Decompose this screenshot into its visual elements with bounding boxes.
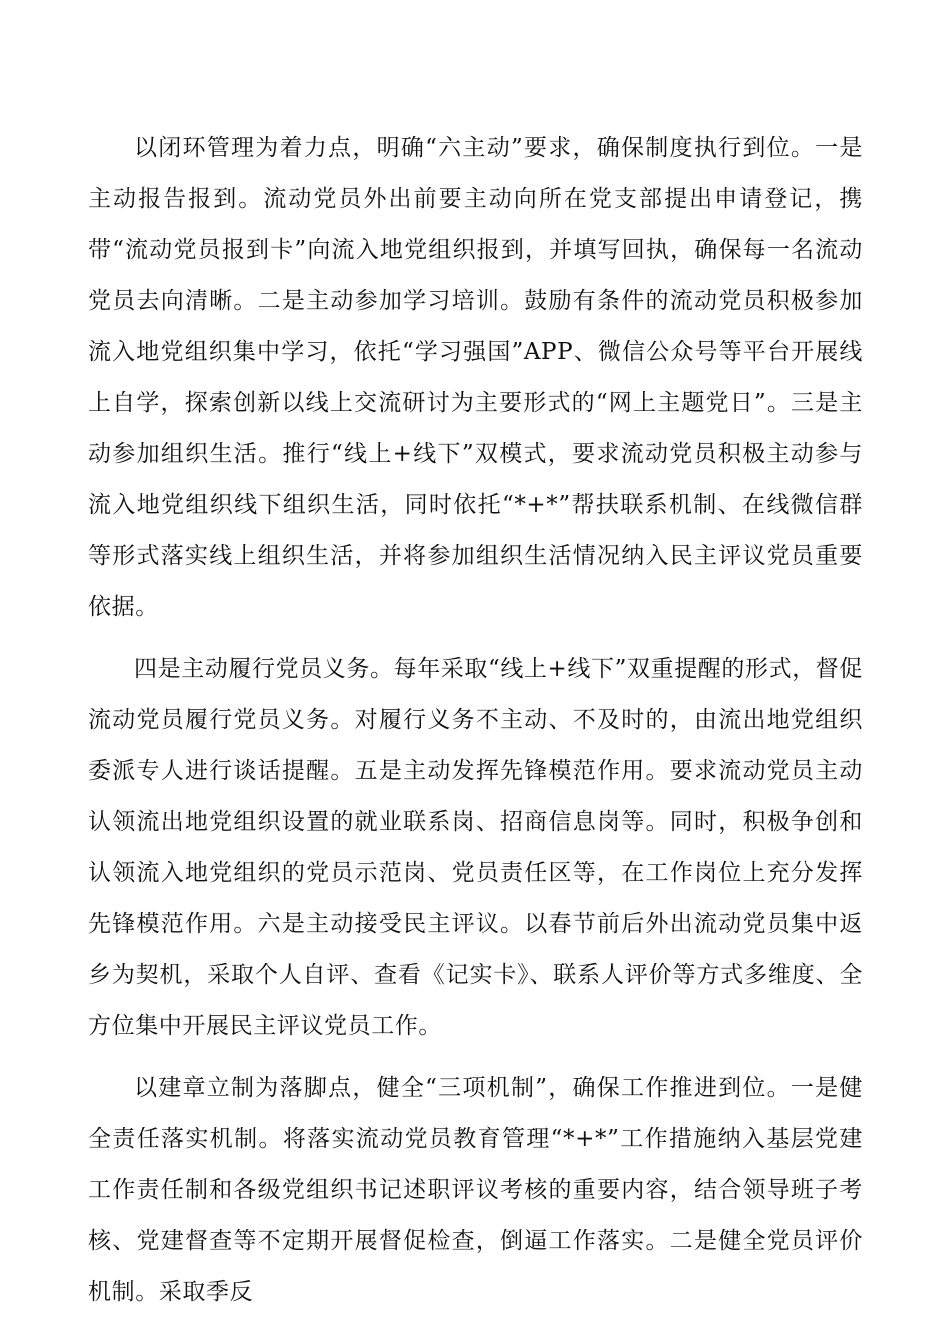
paragraph-three-mechanisms: 以建章立制为落脚点，健全“三项机制”，确保工作推进到位。一是健全责任落实机制。将落实流动党员教育管理“*+*”工作措施纳入基层党建工作责任制和各级党组织书记述职评议考核的重要内容，结合领导班子考核、党建督查等不定期开展督促检查，倒逼工作落实。二是健全党员评价机制。采取季反 <box>88 1075 863 1305</box>
paragraph-party-duties: 四是主动履行党员义务。每年采取“线上+线下”双重提醒的形式，督促流动党员履行党员义务。对履行义务不主动、不及时的，由流出地党组织委派专人进行谈话提醒。五是主动发挥先锋模范作用。要求流动党员主动认领流出地党组织设置的就业联系岗、招商信息岗等。同时，积极争创和认领流入地党组织的党员示范岗、党员责任区等，在工作岗位上充分发挥先锋模范作用。六是主动接受民主评议。以春节前后外出流动党员集中返乡为契机，采取个人自评、查看《记实卡》、联系人评价等方式多维度、全方位集中开展民主评议党员工作。 <box>88 656 863 1039</box>
document-body <box>88 123 863 1318</box>
paragraph-six-initiatives: 以闭环管理为着力点，明确“六主动”要求，确保制度执行到位。一是主动报告报到。流动党员外出前要主动向所在党支部提出申请登记，携带“流动党员报到卡”向流入地党组织报到，并填写回执，确保每一名流动党员去向清晰。二是主动参加学习培训。鼓励有条件的流动党员积极参加流入地党组织集中学习，依托“学习强国”APP、微信公众号等平台开展线上自学，探索创新以线上交流研讨为主要形式的“网上主题党日”。三是主动参加组织生活。推行“线上+线下”双模式，要求流动党员积极主动参与流入地党组织线下组织生活，同时依托“*+*”帮扶联系机制、在线微信群等形式落实线上组织生活，并将参加组织生活情况纳入民主评议党员重要依据。 <box>88 135 863 620</box>
